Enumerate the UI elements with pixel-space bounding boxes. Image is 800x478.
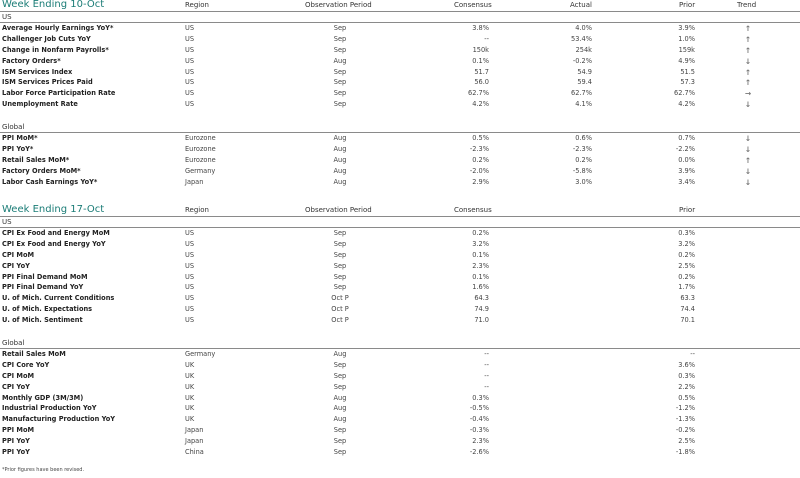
- prior-cell: 4.2%: [678, 100, 695, 109]
- region-cell: UK: [185, 404, 195, 413]
- table-row: [0, 315, 800, 326]
- consensus-cell: 3.2%: [472, 239, 489, 248]
- consensus-cell: -0.5%: [469, 404, 489, 413]
- indicator-name: CPI Ex Food and Energy YoY: [2, 239, 106, 248]
- actual-cell: 62.7%: [571, 89, 592, 98]
- indicator-name: U. of Mich. Current Conditions: [2, 294, 115, 303]
- period-cell: Sep: [333, 371, 347, 380]
- prior-cell: 0.3%: [678, 229, 695, 237]
- period-cell: Sep: [333, 261, 347, 270]
- prior-cell: 3.9%: [678, 166, 695, 175]
- period-cell: Sep: [333, 239, 347, 248]
- table-row: [0, 67, 800, 78]
- consensus-cell: 1.6%: [472, 283, 489, 292]
- actual-cell: 59.4: [577, 78, 592, 87]
- trend-icon: ↓: [744, 145, 752, 155]
- region-cell: Eurozone: [185, 145, 216, 154]
- consensus-cell: -2.6%: [469, 448, 489, 457]
- period-cell: Oct P: [331, 294, 349, 303]
- actual-cell: 3.0%: [575, 177, 592, 186]
- indicator-name: Industrial Production YoY: [2, 404, 97, 413]
- region-cell: US: [185, 239, 195, 248]
- table-row: [0, 99, 800, 110]
- indicator-name: CPI MoM: [2, 371, 35, 380]
- actual-cell: 4.0%: [575, 24, 592, 32]
- indicator-name: PPI YoY*: [2, 145, 34, 154]
- region-cell: US: [185, 272, 195, 281]
- prior-cell: 70.1: [680, 316, 695, 325]
- week2-section: [0, 205, 800, 458]
- prior-cell: 74.4: [680, 305, 695, 314]
- region-cell: Japan: [185, 177, 204, 186]
- consensus-cell: 0.5%: [472, 134, 489, 143]
- consensus-cell: 0.1%: [472, 272, 489, 281]
- table-row: [0, 45, 800, 56]
- table-row: [0, 23, 800, 34]
- table-row: [0, 133, 800, 144]
- region-cell: US: [185, 261, 195, 270]
- consensus-cell: 71.0: [474, 316, 489, 325]
- region-cell: US: [185, 24, 195, 32]
- prior-cell: 3.9%: [678, 24, 695, 32]
- region-cell: UK: [185, 393, 195, 402]
- period-cell: Sep: [333, 250, 347, 259]
- week1-section: [0, 0, 800, 188]
- trend-icon: ↑: [744, 78, 752, 88]
- col-actual: Actual: [570, 1, 592, 9]
- indicator-name: Monthly GDP (3M/3M): [2, 393, 84, 402]
- table-row: [0, 382, 800, 393]
- week1-global-group: [0, 122, 800, 133]
- indicator-name: U. of Mich. Sentiment: [2, 316, 83, 325]
- prior-cell: 3.6%: [678, 360, 695, 369]
- prior-cell: 3.2%: [678, 239, 695, 248]
- prior-cell: -0.2%: [675, 426, 695, 435]
- col-region: Region: [185, 1, 209, 9]
- region-cell: US: [185, 229, 195, 237]
- prior-cell: 57.3: [680, 78, 695, 87]
- trend-icon: ↑: [744, 24, 752, 33]
- indicator-name: U. of Mich. Expectations: [2, 305, 93, 314]
- period-cell: Sep: [333, 426, 347, 435]
- indicator-name: Retail Sales MoM: [2, 350, 66, 359]
- period-cell: Sep: [333, 360, 347, 369]
- indicator-name: Labor Cash Earnings YoY*: [2, 177, 98, 186]
- indicator-name: CPI Ex Food and Energy MoM: [2, 229, 110, 237]
- indicator-name: Retail Sales MoM*: [2, 155, 70, 164]
- period-cell: Sep: [333, 283, 347, 292]
- region-cell: UK: [185, 382, 195, 391]
- table-row: [0, 304, 800, 315]
- trend-icon: ↓: [744, 134, 752, 144]
- actual-cell: -5.8%: [572, 166, 592, 175]
- table-row: [0, 228, 800, 239]
- period-cell: Sep: [333, 229, 347, 237]
- consensus-cell: -0.4%: [469, 415, 489, 424]
- table-row: [0, 272, 800, 283]
- indicator-name: Change in Nonfarm Payrolls*: [2, 45, 109, 54]
- region-cell: UK: [185, 415, 195, 424]
- consensus-cell: --: [484, 371, 489, 380]
- region-cell: US: [185, 294, 195, 303]
- period-cell: Oct P: [331, 316, 349, 325]
- table-row: [0, 250, 800, 261]
- region-cell: US: [185, 34, 195, 43]
- region-cell: Japan: [185, 437, 204, 446]
- indicator-name: PPI MoM: [2, 426, 35, 435]
- period-cell: Sep: [333, 34, 347, 43]
- table-row: [0, 56, 800, 67]
- trend-icon: ↓: [744, 177, 752, 187]
- group-label: US: [2, 13, 12, 21]
- actual-cell: 54.9: [577, 67, 592, 76]
- table-row: [0, 34, 800, 45]
- trend-icon: ↓: [744, 56, 752, 66]
- table-row: [0, 393, 800, 404]
- period-cell: Aug: [333, 393, 347, 402]
- indicator-name: CPI MoM: [2, 250, 35, 259]
- table-row: [0, 293, 800, 304]
- week1-us-group: [0, 12, 800, 23]
- consensus-cell: 0.2%: [472, 229, 489, 237]
- consensus-cell: 64.3: [474, 294, 489, 303]
- week2-global-group: [0, 338, 800, 349]
- table-row: [0, 77, 800, 88]
- region-cell: US: [185, 283, 195, 292]
- table-row: [0, 403, 800, 414]
- prior-cell: -1.8%: [675, 448, 695, 457]
- group-label: Global: [2, 339, 25, 348]
- indicator-name: PPI Final Demand YoY: [2, 283, 84, 292]
- prior-cell: 4.9%: [678, 56, 695, 65]
- period-cell: Sep: [333, 67, 347, 76]
- col-consensus: Consensus: [454, 206, 492, 214]
- period-cell: Sep: [333, 89, 347, 98]
- trend-icon: ↑: [744, 34, 752, 44]
- table-row: [0, 447, 800, 458]
- prior-cell: 0.3%: [678, 371, 695, 380]
- period-cell: Aug: [333, 177, 347, 186]
- week2-title: Week Ending 17-Oct: [2, 204, 105, 215]
- region-cell: Germany: [185, 350, 216, 359]
- consensus-cell: --: [484, 34, 489, 43]
- col-trend: Trend: [737, 1, 757, 9]
- prior-cell: 2.5%: [678, 437, 695, 446]
- period-cell: Aug: [333, 404, 347, 413]
- table-row: [0, 177, 800, 188]
- region-cell: US: [185, 67, 195, 76]
- trend-icon: ↓: [744, 100, 752, 110]
- region-cell: China: [185, 448, 204, 457]
- prior-cell: 0.0%: [678, 155, 695, 164]
- indicator-name: CPI YoY: [2, 261, 30, 270]
- table-row: [0, 282, 800, 293]
- period-cell: Aug: [333, 56, 347, 65]
- table-row: [0, 371, 800, 382]
- region-cell: US: [185, 316, 195, 325]
- consensus-cell: 62.7%: [468, 89, 489, 98]
- region-cell: US: [185, 89, 195, 98]
- indicator-name: PPI YoY: [2, 448, 30, 457]
- indicator-name: Factory Orders MoM*: [2, 166, 81, 175]
- period-cell: Sep: [333, 448, 347, 457]
- consensus-cell: 51.7: [474, 67, 489, 76]
- week1-header: [0, 0, 800, 12]
- consensus-cell: 0.2%: [472, 155, 489, 164]
- indicator-name: ISM Services Index: [2, 67, 73, 76]
- region-cell: Eurozone: [185, 134, 216, 143]
- indicator-name: Labor Force Participation Rate: [2, 89, 116, 98]
- prior-cell: 3.4%: [678, 177, 695, 186]
- indicator-name: PPI YoY: [2, 437, 30, 446]
- region-cell: Eurozone: [185, 155, 216, 164]
- prior-cell: 2.5%: [678, 261, 695, 270]
- consensus-cell: 0.3%: [472, 393, 489, 402]
- table-row: [0, 155, 800, 166]
- consensus-cell: 74.9: [474, 305, 489, 314]
- prior-cell: 0.2%: [678, 272, 695, 281]
- prior-cell: -2.2%: [675, 145, 695, 154]
- prior-cell: 1.0%: [678, 34, 695, 43]
- period-cell: Sep: [333, 382, 347, 391]
- col-consensus: Consensus: [454, 1, 492, 9]
- trend-icon: ↑: [744, 67, 752, 77]
- region-cell: US: [185, 250, 195, 259]
- actual-cell: -0.2%: [572, 56, 592, 65]
- indicator-name: PPI Final Demand MoM: [2, 272, 88, 281]
- table-row: [0, 349, 800, 360]
- region-cell: US: [185, 56, 195, 65]
- prior-cell: 51.5: [680, 67, 695, 76]
- table-row: [0, 436, 800, 447]
- region-cell: Germany: [185, 166, 216, 175]
- region-cell: UK: [185, 371, 195, 380]
- actual-cell: -2.3%: [572, 145, 592, 154]
- week2-us-group: [0, 217, 800, 228]
- prior-cell: 159k: [678, 45, 695, 54]
- actual-cell: 53.4%: [571, 34, 592, 43]
- trend-icon: ↑: [744, 45, 752, 55]
- region-cell: US: [185, 305, 195, 314]
- actual-cell: 0.2%: [575, 155, 592, 164]
- prior-cell: 2.2%: [678, 382, 695, 391]
- prior-cell: 0.7%: [678, 134, 695, 143]
- consensus-cell: 150k: [472, 45, 489, 54]
- consensus-cell: 56.0: [474, 78, 489, 87]
- period-cell: Aug: [333, 155, 347, 164]
- region-cell: Japan: [185, 426, 204, 435]
- period-cell: Aug: [333, 166, 347, 175]
- table-row: [0, 360, 800, 371]
- week2-global-rows: [0, 349, 800, 458]
- trend-icon: ↑: [744, 155, 752, 165]
- indicator-name: CPI YoY: [2, 382, 30, 391]
- consensus-cell: --: [484, 350, 489, 359]
- period-cell: Sep: [333, 24, 347, 32]
- period-cell: Aug: [333, 145, 347, 154]
- region-cell: UK: [185, 360, 195, 369]
- indicator-name: PPI MoM*: [2, 134, 38, 143]
- consensus-cell: -2.3%: [469, 145, 489, 154]
- actual-cell: 0.6%: [575, 134, 592, 143]
- prior-cell: -1.3%: [675, 415, 695, 424]
- actual-cell: 254k: [575, 45, 592, 54]
- prior-cell: 1.7%: [678, 283, 695, 292]
- week2-header: [0, 205, 800, 217]
- period-cell: Sep: [333, 100, 347, 109]
- indicator-name: CPI Core YoY: [2, 360, 50, 369]
- indicator-name: Average Hourly Earnings YoY*: [2, 24, 114, 32]
- region-cell: US: [185, 45, 195, 54]
- indicator-name: Manufacturing Production YoY: [2, 415, 116, 424]
- period-cell: Sep: [333, 78, 347, 87]
- trend-icon: →: [744, 89, 752, 99]
- consensus-cell: 0.1%: [472, 250, 489, 259]
- week1-global-rows: [0, 133, 800, 187]
- group-label: US: [2, 218, 12, 226]
- consensus-cell: --: [484, 382, 489, 391]
- col-period: Observation Period: [305, 206, 372, 214]
- indicator-name: ISM Services Prices Paid: [2, 78, 93, 87]
- table-row: [0, 261, 800, 272]
- week1-us-rows: [0, 23, 800, 110]
- col-period: Observation Period: [305, 1, 372, 9]
- period-cell: Aug: [333, 350, 347, 359]
- indicator-name: Unemployment Rate: [2, 100, 78, 109]
- prior-cell: --: [690, 350, 695, 359]
- table-row: [0, 144, 800, 155]
- indicator-name: Factory Orders*: [2, 56, 61, 65]
- table-row: [0, 166, 800, 177]
- period-cell: Sep: [333, 45, 347, 54]
- prior-cell: 62.7%: [674, 89, 695, 98]
- period-cell: Sep: [333, 272, 347, 281]
- period-cell: Aug: [333, 134, 347, 143]
- week1-title: Week Ending 10-Oct: [2, 0, 105, 10]
- consensus-cell: 2.3%: [472, 261, 489, 270]
- region-cell: US: [185, 100, 195, 109]
- period-cell: Aug: [333, 415, 347, 424]
- col-region: Region: [185, 206, 209, 214]
- consensus-cell: 0.1%: [472, 56, 489, 65]
- group-label: Global: [2, 123, 25, 132]
- consensus-cell: 3.8%: [472, 24, 489, 32]
- period-cell: Sep: [333, 437, 347, 446]
- prior-cell: 63.3: [680, 294, 695, 303]
- trend-icon: ↓: [744, 166, 752, 176]
- consensus-cell: --: [484, 360, 489, 369]
- consensus-cell: -2.0%: [469, 166, 489, 175]
- prior-cell: -1.2%: [675, 404, 695, 413]
- region-cell: US: [185, 78, 195, 87]
- consensus-cell: -0.3%: [469, 426, 489, 435]
- prior-cell: 0.2%: [678, 250, 695, 259]
- consensus-cell: 4.2%: [472, 100, 489, 109]
- col-prior: Prior: [679, 1, 696, 9]
- prior-cell: 0.5%: [678, 393, 695, 402]
- table-row: [0, 414, 800, 425]
- footnote: *Prior figures have been revised.: [2, 467, 85, 473]
- consensus-cell: 2.3%: [472, 437, 489, 446]
- table-row: [0, 88, 800, 99]
- table-row: [0, 425, 800, 436]
- period-cell: Oct P: [331, 305, 349, 314]
- actual-cell: 4.1%: [575, 100, 592, 109]
- table-row: [0, 239, 800, 250]
- col-prior: Prior: [679, 206, 696, 214]
- consensus-cell: 2.9%: [472, 177, 489, 186]
- indicator-name: Challenger Job Cuts YoY: [2, 34, 91, 43]
- week2-us-rows: [0, 228, 800, 326]
